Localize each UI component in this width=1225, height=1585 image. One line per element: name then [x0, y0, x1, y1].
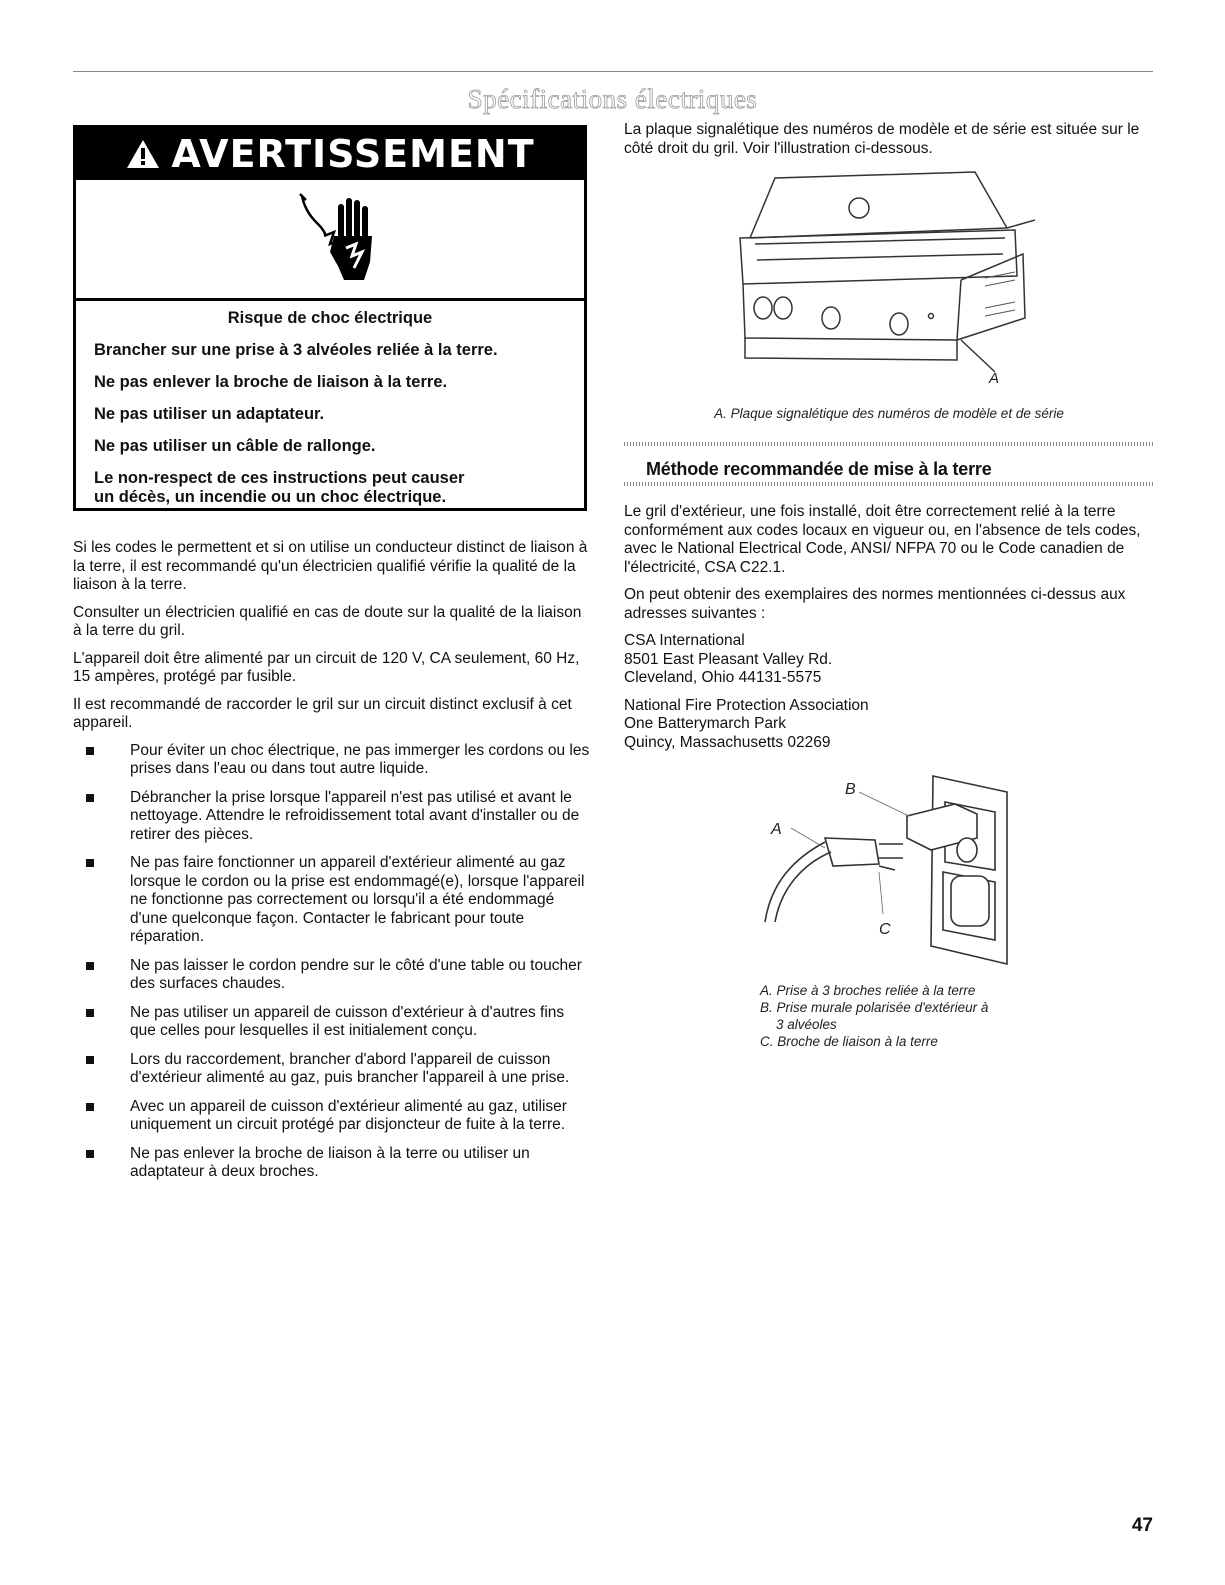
list-item-text: Lors du raccordement, brancher d'abord l'appareil de cuisson d'extérieur alimenté au gaz, puis brancher l'appareil à une prise. [130, 1050, 570, 1086]
warning-body [76, 301, 584, 507]
safety-bullet-list [73, 742, 593, 1182]
warning-header [76, 128, 584, 180]
plug-caption-c: C. Broche de liaison à la terre [760, 1034, 938, 1049]
paragraph: On peut obtenir des exemplaires des normes mentionnées ci-dessus aux adresses suivantes : [624, 586, 1126, 622]
plug-label-c: C [879, 921, 891, 938]
bullet-square-icon [86, 794, 94, 802]
dotted-rule [624, 442, 1154, 446]
warning-triangle-icon [125, 138, 161, 170]
page-number: 47 [1131, 1515, 1153, 1536]
address-line: 8501 East Pleasant Valley Rd. [624, 650, 833, 668]
address-line: One Batterymarch Park [624, 715, 786, 732]
plug-caption-b-cont: 3 alvéoles [776, 1017, 837, 1032]
grill-label-a: A [989, 370, 1000, 387]
list-item [73, 742, 593, 779]
paragraph: Le gril d'extérieur, une fois installé, doit être correctement relié à la terre conformément aux codes locaux en vigueur ou, en l'absence de tels codes, avec le National Electrical Code, ANSI/ NFPA 70 ou le Code canadien de l'électricité, CSA C22.1. [624, 503, 1141, 576]
warning-line: Brancher sur une prise à 3 alvéoles reliée à la terre. [94, 341, 498, 359]
bullet-square-icon [86, 859, 94, 867]
method-heading-bar [624, 442, 1154, 486]
list-item [73, 854, 593, 947]
list-item [73, 1145, 593, 1182]
top-rule [73, 71, 1153, 72]
address-line: National Fire Protection Association [624, 696, 869, 714]
warning-line: Ne pas enlever la broche de liaison à la terre. [94, 373, 448, 391]
nfpa-address [624, 697, 1154, 753]
list-item [73, 1004, 593, 1041]
warning-title: AVERTISSEMENT [171, 132, 535, 176]
plug-caption-a: A. Prise à 3 broches reliée à la terre [760, 983, 976, 998]
warning-box [73, 125, 587, 511]
plug-captions [760, 982, 988, 1050]
warning-consequence: Le non-respect de ces instructions peut causer [94, 469, 465, 487]
bullet-square-icon [86, 1150, 94, 1158]
bullet-square-icon [86, 1103, 94, 1111]
address-line: CSA International [624, 632, 745, 649]
paragraph: Si les codes le permettent et si on utilise un conducteur distinct de liaison à la terre, il est recommandé qu'un électricien qualifié vérifie la qualité de la liaison à la terre. [73, 539, 588, 593]
list-item-text: Ne pas faire fonctionner un appareil d'extérieur alimenté au gaz lorsque le cordon ou la prise est endommagé(e), lorsque l'appareil ne fonctionne pas correctement ou lorsqu'il a été endommagé d'une quelconque façon. Contacter le fabricant pour toute réparation. [130, 854, 585, 945]
electric-shock-hand-icon [294, 192, 384, 287]
warning-risk: Risque de choc électrique [227, 309, 433, 327]
list-item-text: Ne pas utiliser un appareil de cuisson d'extérieur à d'autres fins que celles pour lesquelles il est initialement conçu. [130, 1003, 565, 1039]
method-heading: Méthode recommandée de mise à la terre [646, 459, 992, 479]
left-column [73, 539, 593, 1192]
grill-caption: A. Plaque signalétique des numéros de modèle et de série [714, 406, 1064, 421]
bullet-square-icon [86, 747, 94, 755]
plug-label-a: A [771, 821, 782, 838]
list-item [73, 957, 593, 994]
list-item-text: Pour éviter un choc électrique, ne pas immerger les cordons ou les prises dans l'eau ou dans tout autre liquide. [130, 741, 590, 777]
paragraph: L'appareil doit être alimenté par un circuit de 120 V, CA seulement, 60 Hz, 15 ampères, protégé par fusible. [73, 649, 580, 685]
plug-caption-b: B. Prise murale polarisée d'extérieur à [760, 1000, 989, 1015]
grill-illustration [735, 168, 1035, 388]
list-item [73, 789, 593, 845]
list-item-text: Avec un appareil de cuisson d'extérieur alimenté au gaz, utiliser uniquement un circuit protégé par disjoncteur de fuite à la terre. [130, 1097, 567, 1133]
list-item-text: Débrancher la prise lorsque l'appareil n'est pas utilisé et avant le nettoyage. Attendre le refroidissement total avant d'installer ou de retirer des pièces. [130, 788, 580, 843]
list-item [73, 1051, 593, 1088]
address-line: Quincy, Massachusetts 02269 [624, 733, 831, 751]
bullet-square-icon [86, 1056, 94, 1064]
warning-consequence: un décès, un incendie ou un choc électrique. [94, 488, 447, 506]
csa-address [624, 632, 1154, 688]
nameplate-paragraph: La plaque signalétique des numéros de modèle et de série est située sur le côté droit du gril. Voir l'illustration ci-dessous. [624, 121, 1140, 157]
address-line: Cleveland, Ohio 44131-5575 [624, 669, 822, 686]
section-title: Spécifications électriques [467, 84, 758, 114]
plug-label-b: B [845, 781, 856, 798]
bullet-square-icon [86, 1009, 94, 1017]
warning-icon-area [76, 180, 584, 301]
list-item-text: Ne pas laisser le cordon pendre sur le côté d'une table ou toucher des surfaces chaudes. [130, 956, 582, 992]
plug-illustration [755, 772, 1020, 972]
warning-line: Ne pas utiliser un adaptateur. [94, 405, 325, 423]
bullet-square-icon [86, 962, 94, 970]
warning-line: Ne pas utiliser un câble de rallonge. [94, 437, 376, 455]
method-text [624, 503, 1154, 761]
list-item [73, 1098, 593, 1135]
paragraph: Consulter un électricien qualifié en cas de doute sur la qualité de la liaison à la terre du gril. [73, 603, 582, 639]
list-item-text: Ne pas enlever la broche de liaison à la terre ou utiliser un adaptateur à deux broches. [130, 1144, 530, 1180]
paragraph: Il est recommandé de raccorder le gril sur un circuit distinct exclusif à cet appareil. [73, 695, 572, 731]
dotted-rule [624, 482, 1154, 486]
